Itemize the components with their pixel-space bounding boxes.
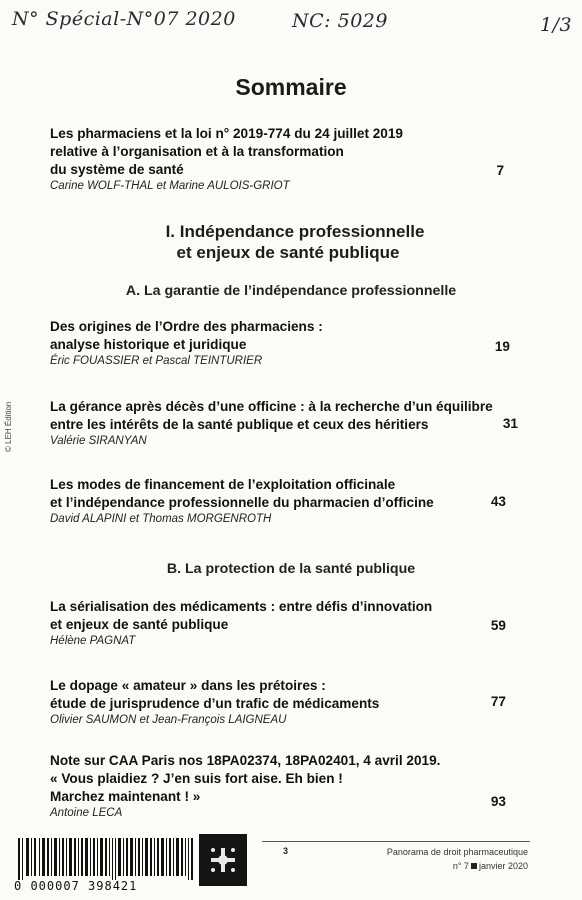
toc-entry-page: 7 bbox=[496, 163, 504, 178]
toc-entry-intro[interactable] bbox=[50, 125, 520, 193]
toc-entry[interactable] bbox=[50, 398, 520, 448]
toc-entry-title: Les pharmaciens et la loi n° 2019-774 du 24 juillet 2019 bbox=[50, 126, 403, 141]
toc-entry-authors: David ALAPINI et Thomas MORGENROTH bbox=[50, 513, 272, 525]
logo-pattern-icon bbox=[199, 834, 247, 886]
toc-entry-title: du système de santé bbox=[50, 162, 184, 177]
toc-entry-authors: Valérie SIRANYAN bbox=[50, 435, 147, 447]
side-credit: © LEH Édition bbox=[4, 401, 13, 452]
toc-entry-title: et enjeux de santé publique bbox=[50, 617, 229, 632]
footer-divider bbox=[262, 841, 530, 842]
footer-issue bbox=[453, 861, 528, 871]
toc-entry-page: 31 bbox=[502, 416, 518, 431]
toc-entry-page: 77 bbox=[490, 694, 506, 709]
toc-entry-title: Des origines de l’Ordre des pharmaciens : bbox=[50, 319, 323, 334]
page-title: Sommaire bbox=[235, 74, 347, 100]
toc-entry[interactable] bbox=[50, 476, 520, 526]
toc-entry-page: 59 bbox=[490, 618, 506, 633]
toc-entry[interactable] bbox=[50, 598, 520, 648]
toc-entry-title: « Vous plaidiez ? J’en suis fort aise. Eh bien ! bbox=[50, 771, 343, 786]
section-heading-a: A. La garantie de l’indépendance professionnelle bbox=[125, 283, 457, 299]
footer-issue-date: janvier 2020 bbox=[478, 861, 528, 871]
toc-entry-authors: Hélène PAGNAT bbox=[50, 635, 136, 647]
part-heading bbox=[0, 221, 582, 263]
barcode-digits: 0 000007 398421 bbox=[14, 879, 138, 893]
toc-entry-page: 19 bbox=[494, 339, 510, 354]
handwritten-page-count: 1/3 bbox=[540, 14, 573, 36]
section-heading-b: B. La protection de la santé publique bbox=[166, 561, 416, 577]
toc-entry-note[interactable] bbox=[50, 752, 520, 820]
toc-entry-authors: Éric FOUASSIER et Pascal TEINTURIER bbox=[50, 355, 263, 367]
handwritten-reference-note: NC: 5029 bbox=[292, 10, 388, 32]
footer-issue-number: n° 7 bbox=[452, 861, 469, 871]
toc-entry-title: Note sur CAA Paris nos 18PA02374, 18PA02401, 4 avril 2019. bbox=[50, 753, 441, 768]
toc-entry-authors: Carine WOLF-THAL et Marine AULOIS-GRIOT bbox=[50, 180, 290, 192]
toc-entry-page: 93 bbox=[490, 794, 506, 809]
toc-entry-title: étude de jurisprudence d’un trafic de médicaments bbox=[50, 696, 380, 711]
toc-entry-title: entre les intérêts de la santé publique et ceux des héritiers bbox=[50, 417, 429, 432]
footer-page-number: 3 bbox=[283, 846, 289, 856]
toc-entry-title: La gérance après décès d’une officine : à la recherche d’un équilibre bbox=[50, 399, 493, 414]
toc-entry-title: Le dopage « amateur » dans les prétoires : bbox=[50, 678, 326, 693]
toc-entry[interactable] bbox=[50, 677, 520, 727]
footer-journal-title: Panorama de droit pharmaceutique bbox=[386, 847, 528, 857]
toc-entry-title: La sérialisation des médicaments : entre défis d’innovation bbox=[50, 599, 433, 614]
toc-entry-authors: Antoine LECA bbox=[50, 807, 123, 819]
toc-entry-title: analyse historique et juridique bbox=[50, 337, 247, 352]
handwritten-issue-note: N° Spécial-N°07 2020 bbox=[12, 8, 236, 30]
toc-entry-title: Les modes de financement de l’exploitation officinale bbox=[50, 477, 396, 492]
toc-entry-title: et l’indépendance professionnelle du pharmacien d’officine bbox=[50, 495, 434, 510]
square-bullet-icon bbox=[471, 863, 477, 869]
toc-entry-title: Marchez maintenant ! » bbox=[50, 789, 201, 804]
part-heading-line: I. Indépendance professionnelle bbox=[165, 222, 425, 241]
part-heading-line: et enjeux de santé publique bbox=[176, 243, 400, 262]
toc-entry-authors: Olivier SAUMON et Jean-François LAIGNEAU bbox=[50, 714, 287, 726]
toc-entry[interactable] bbox=[50, 318, 520, 368]
toc-entry-page: 43 bbox=[490, 494, 506, 509]
toc-entry-title: relative à l’organisation et à la transformation bbox=[50, 144, 344, 159]
publisher-logo bbox=[199, 834, 247, 886]
